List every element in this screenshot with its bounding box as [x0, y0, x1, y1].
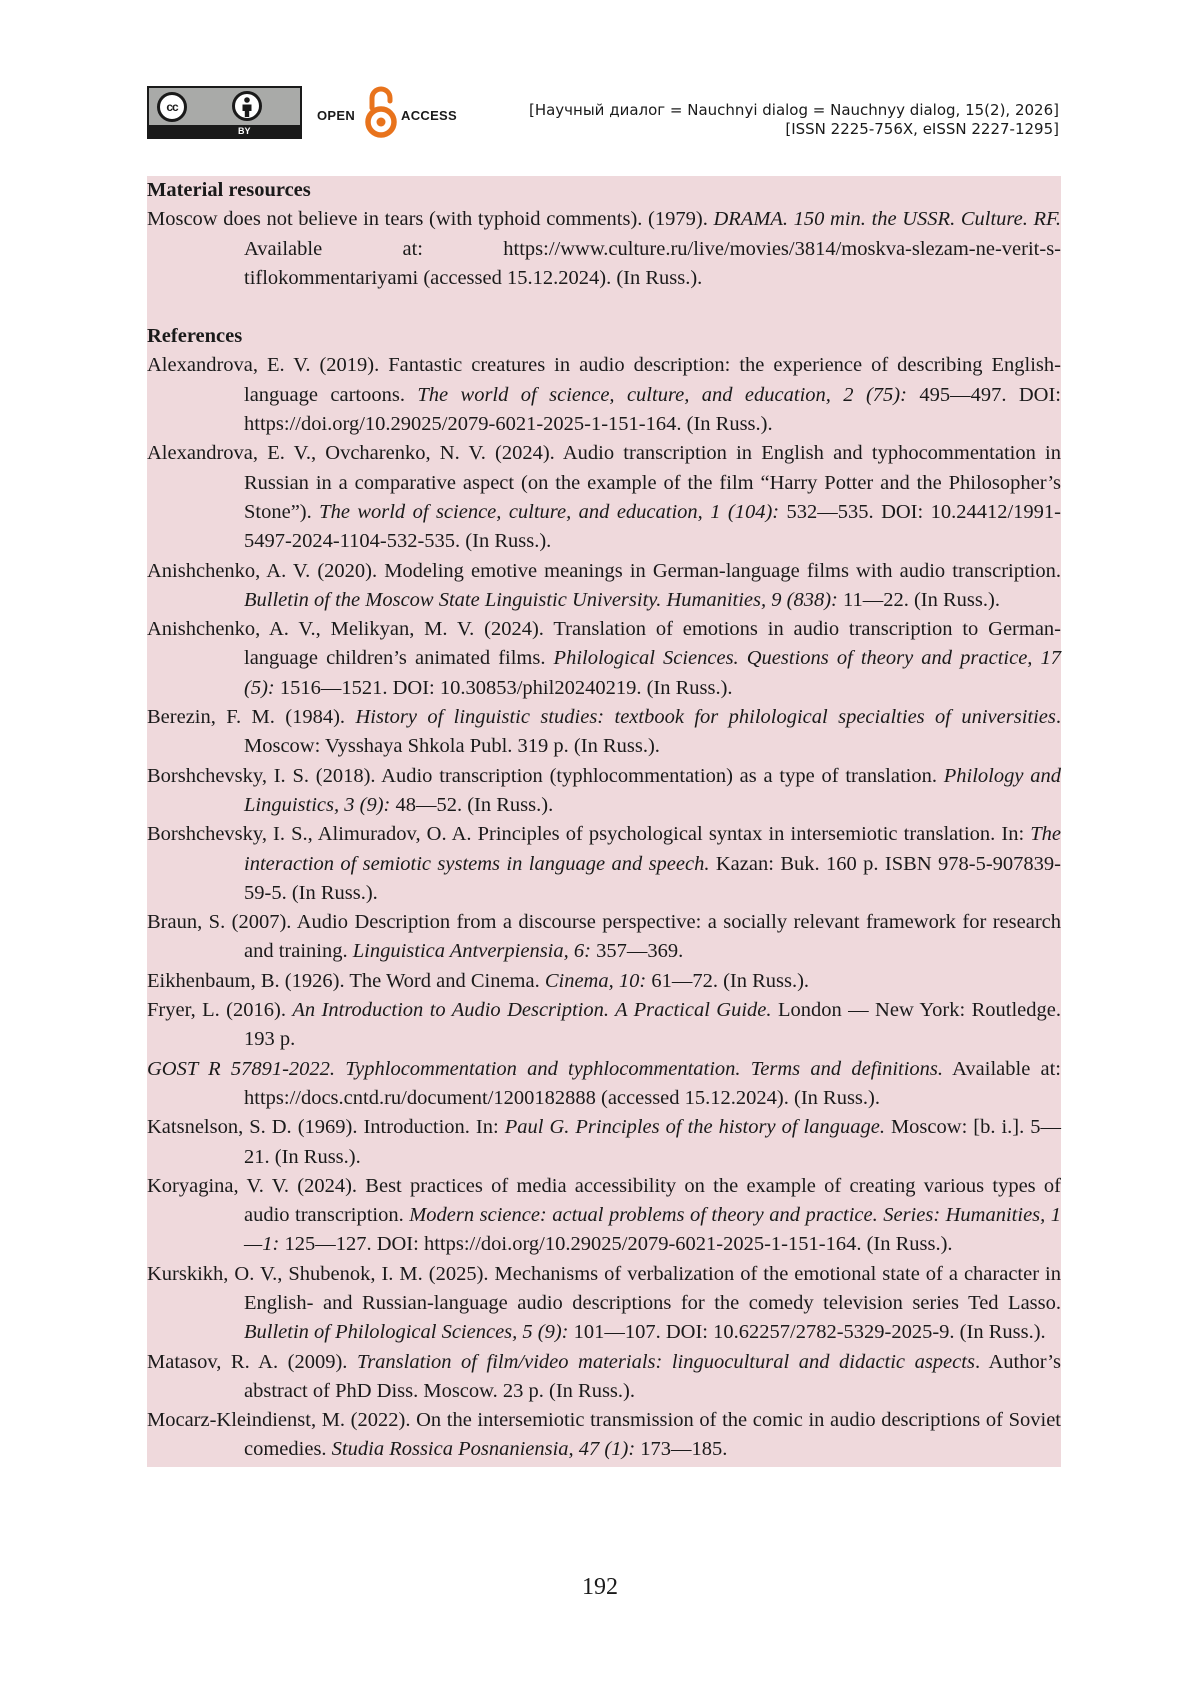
- reference-text: Anishchenko, A. V., Melikyan, M. V. (2024). Translation of emotions in audio transcription to German-language children’s animated films.: [147, 618, 1061, 670]
- reference-source-title: Studia Rossica Posnaniensia, 47 (1):: [331, 1438, 636, 1461]
- reference-details: 1516—1521. DOI: 10.30853/phil20240219. (In Russ.).: [274, 676, 733, 699]
- reference-entry: [147, 762, 1061, 821]
- reference-text: Alexandrova, E. V. (2019). Fantastic creatures in audio description: the experience of describing English-language cartoons.: [147, 354, 1061, 406]
- reference-details: 357—369.: [590, 940, 684, 963]
- attribution-person-icon: [232, 91, 262, 121]
- reference-details: 48—52. (In Russ.).: [390, 793, 554, 816]
- references-heading: References: [147, 325, 243, 348]
- reference-entry: [147, 1113, 1061, 1172]
- reference-entry: [147, 967, 1061, 996]
- reference-text: Borshchevsky, I. S. (2018). Audio transcription (typhlocommentation) as a type of translation.: [147, 764, 944, 787]
- reference-entry: [147, 820, 1061, 908]
- highlighted-reference-block: [147, 176, 1061, 1467]
- reference-source-title: Cinema, 10:: [544, 969, 647, 992]
- reference-source-title: Linguistica Antverpiensia, 6:: [352, 940, 591, 963]
- reference-entry: [147, 703, 1061, 762]
- reference-source-title: The world of science, culture, and education, 2 (75):: [417, 383, 907, 406]
- reference-source-title: An Introduction to Audio Description. A Practical Guide.: [292, 999, 772, 1022]
- section-spacer: [147, 293, 1061, 322]
- reference-details: 125—127. DOI: https://doi.org/10.29025/2079-6021-2025-1-151-164. (In Russ.).: [279, 1233, 953, 1256]
- reference-entry: [147, 205, 1061, 293]
- reference-details: 173—185.: [635, 1438, 728, 1461]
- reference-entry: [147, 557, 1061, 616]
- reference-details: 101—107. DOI: 10.62257/2782-5329-2025-9. (In Russ.).: [568, 1321, 1046, 1344]
- reference-details: . Author’s abstract of PhD Diss. Moscow. 23 p. (In Russ.).: [244, 1350, 1061, 1402]
- reference-source-title: Paul G. Principles of the history of language.: [504, 1116, 885, 1139]
- material-resources-list: [147, 205, 1061, 293]
- reference-source-title: DRAMA. 150 min. the USSR. Culture. RF.: [713, 208, 1061, 231]
- open-access-right-text: ACCESS: [401, 108, 457, 123]
- material-resources-heading: Material resources: [147, 179, 311, 201]
- cc-by-license-badge: [147, 86, 302, 139]
- reference-source-title: The world of science, culture, and education, 1 (104):: [319, 500, 780, 523]
- reference-text: Koryagina, V. V. (2024). Best practices of media accessibility on the example of creating various types of audio transcription.: [147, 1174, 1061, 1227]
- reference-entry: [147, 439, 1061, 556]
- page-number: 192: [582, 1574, 618, 1600]
- reference-entry: [147, 1406, 1061, 1465]
- reference-entry: [147, 615, 1061, 703]
- reference-details: Available at: https://docs.cntd.ru/document/1200182888 (accessed 15.12.2024). (In Russ.).: [244, 1057, 1062, 1109]
- reference-text: Katsnelson, S. D. (1969). Introduction. In:: [147, 1116, 505, 1139]
- reference-text: Berezin, F. M. (1984).: [147, 706, 356, 729]
- reference-details: 495—497. DOI: https://doi.org/10.29025/2079-6021-2025-1-151-164. (In Russ.).: [244, 383, 1061, 436]
- reference-details: 11—22. (In Russ.).: [837, 588, 1000, 611]
- page-header: [147, 86, 1059, 142]
- reference-text: Mocarz-Kleindienst, M. (2022). On the intersemiotic transmission of the comic in audio descriptions of Soviet comedies.: [147, 1409, 1061, 1461]
- reference-entry: [147, 908, 1061, 967]
- reference-entry: [147, 1172, 1061, 1260]
- reference-source-title: The interaction of semiotic systems in language and speech.: [244, 823, 1061, 875]
- reference-text: Anishchenko, A. V. (2020). Modeling emotive meanings in German-language films with audio transcription.: [147, 559, 1061, 582]
- references-list: [147, 351, 1061, 1464]
- reference-source-title: Bulletin of the Moscow State Linguistic University. Humanities, 9 (838):: [244, 588, 838, 611]
- reference-source-title: Philological Sciences. Questions of theory and practice, 17 (5):: [244, 647, 1061, 699]
- reference-text: Braun, S. (2007). Audio Description from a discourse perspective: a socially relevant framework for research and training.: [147, 911, 1061, 963]
- reference-details: Moscow: [b. i.]. 5—21. (In Russ.).: [244, 1116, 1061, 1168]
- license-bar: BY: [149, 125, 300, 137]
- reference-text: Matasov, R. A. (2009).: [147, 1350, 357, 1373]
- reference-source-title: GOST R 57891-2022. Typhlocommentation and typhlocommentation. Terms and definitions.: [147, 1057, 944, 1080]
- reference-source-title: Philology and Linguistics, 3 (9):: [244, 764, 1061, 816]
- reference-details: . Moscow: Vysshaya Shkola Publ. 319 p. (In Russ.).: [244, 706, 1061, 758]
- reference-entry: [147, 1055, 1061, 1114]
- reference-entry: [147, 996, 1061, 1055]
- journal-line: [Научный диалог = Nauchnyi dialog = Nauchnyy dialog, 15(2), 2026]: [528, 101, 1059, 119]
- reference-source-title: Translation of film/video materials: linguocultural and didactic aspects: [356, 1350, 975, 1373]
- reference-source-title: History of linguistic studies: textbook for philological specialties of universities: [355, 706, 1056, 729]
- issn-line: [ISSN 2225-756X, eISSN 2227-1295]: [785, 120, 1059, 138]
- open-access-lock-icon: [364, 86, 398, 140]
- reference-entry: [147, 351, 1061, 439]
- reference-text: Fryer, L. (2016).: [147, 999, 293, 1022]
- reference-entry: [147, 1260, 1061, 1348]
- reference-text: Borshchevsky, I. S., Alimuradov, O. A. Principles of psychological syntax in intersemiotic translation. In:: [147, 823, 1031, 846]
- journal-citation: [529, 101, 1059, 139]
- reference-text: Alexandrova, E. V., Ovcharenko, N. V. (2024). Audio transcription in English and typhocommentation in Russian in a comparative aspect (on the example of the film “Harry Potter and the Philosopher’s Stone”).: [147, 442, 1061, 523]
- open-access-left-text: OPEN: [317, 108, 356, 123]
- creative-commons-icon: cc: [157, 92, 187, 122]
- reference-text: Eikhenbaum, B. (1926). The Word and Cinema.: [147, 969, 545, 992]
- reference-source-title: Bulletin of Philological Sciences, 5 (9):: [244, 1321, 569, 1344]
- reference-source-title: Modern science: actual problems of theory and practice. Series: Humanities, 1—1:: [244, 1204, 1061, 1256]
- reference-details: London — New York: Routledge. 193 p.: [244, 999, 1061, 1051]
- open-access-logo: [317, 86, 462, 140]
- reference-details: Kazan: Buk. 160 p. ISBN 978-5-907839-59-5. (In Russ.).: [244, 852, 1061, 904]
- reference-entry: [147, 1348, 1061, 1407]
- reference-text: Moscow does not believe in tears (with typhoid comments). (1979).: [147, 208, 714, 231]
- reference-details: Available at: https://www.culture.ru/live/movies/3814/moskva-slezam-ne-verit-s-tiflokommentariyami (accessed 15.12.2024). (In Russ.).: [244, 237, 1061, 289]
- reference-details: 532—535. DOI: 10.24412/1991-5497-2024-1104-532-535. (In Russ.).: [244, 500, 1062, 553]
- reference-text: Kurskikh, O. V., Shubenok, I. M. (2025). Mechanisms of verbalization of the emotional state of a character in English- and Russian-language audio descriptions for the comedy television series Ted Lasso.: [147, 1262, 1061, 1314]
- reference-details: 61—72. (In Russ.).: [646, 969, 810, 992]
